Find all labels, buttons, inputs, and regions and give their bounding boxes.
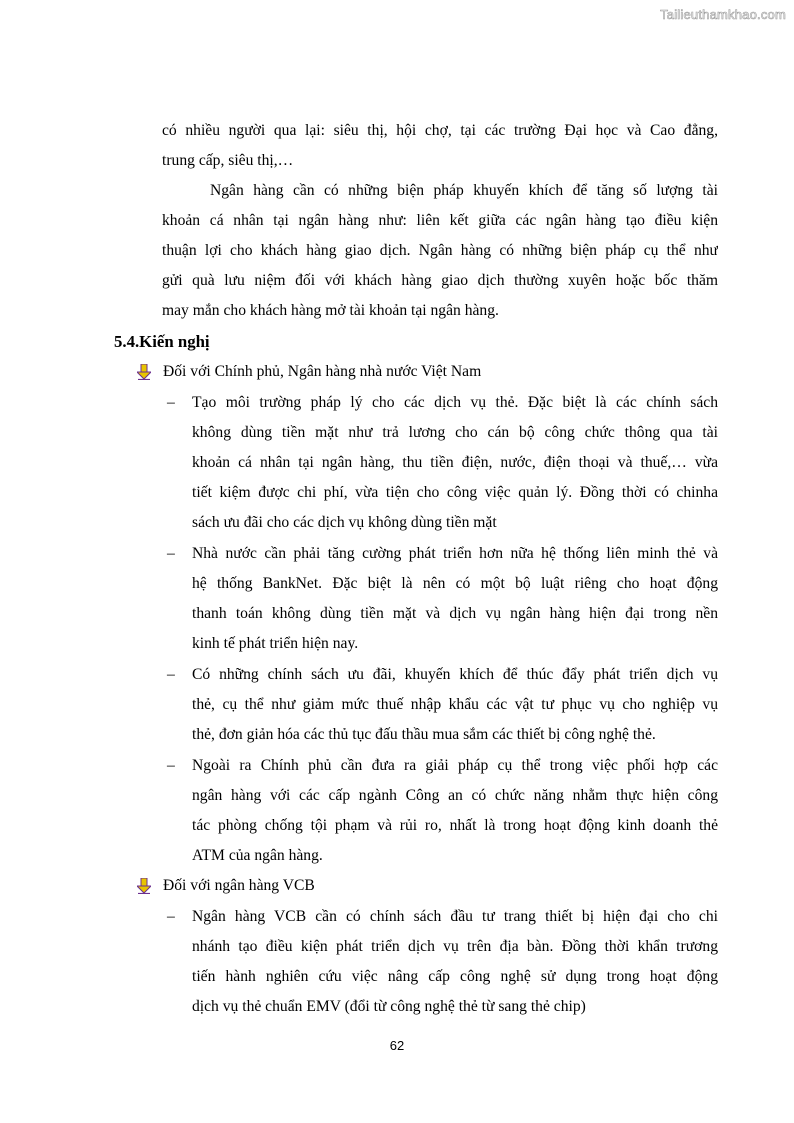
- list-item-line: Ngoài ra Chính phủ cần đưa ra giải pháp cụ thể trong việc phối hợp các: [192, 757, 718, 774]
- watermark: Tailieuthamkhao.com: [660, 7, 786, 22]
- page-number: 62: [389, 1038, 405, 1053]
- list-item-line: hệ thống BankNet. Đặc biệt là nên có một bộ luật riêng cho hoạt động: [192, 575, 718, 592]
- list-item-line: không dùng tiền mặt như trả lương cho cán bộ công chức thông qua tài: [192, 424, 718, 441]
- list-item-line: tiết kiệm được chi phí, vừa tiện cho công việc quản lý. Đồng thời có chinha: [192, 484, 718, 501]
- bullet-title: Đối với Chính phủ, Ngân hàng nhà nước Việt Nam: [163, 363, 482, 380]
- list-item-line: thẻ, đơn giản hóa các thủ tục đấu thầu mua sắm các thiết bị công nghệ thẻ.: [192, 726, 656, 743]
- bullet-title: Đối với ngân hàng VCB: [163, 877, 315, 894]
- list-item-line: Ngân hàng VCB cần có chính sách đầu tư trang thiết bị hiện đại cho chi: [192, 908, 718, 925]
- down-arrow-bullet-icon: [137, 878, 151, 894]
- list-item-line: thẻ, cụ thể như giảm mức thuế nhập khẩu các vật tư phục vụ cho nghiệp vụ: [192, 696, 718, 713]
- paragraph-line: có nhiều người qua lại: siêu thị, hội chợ, tại các trường Đại học và Cao đẳng,: [162, 122, 718, 139]
- list-item-line: Có những chính sách ưu đãi, khuyến khích để thúc đẩy phát triển dịch vụ: [192, 666, 718, 683]
- list-item-line: ATM của ngân hàng.: [192, 847, 323, 864]
- paragraph-line: thuận lợi cho khách hàng giao dịch. Ngân hàng có những biện pháp cụ thể như: [162, 242, 718, 259]
- paragraph-line: may mắn cho khách hàng mở tài khoản tại ngân hàng.: [162, 302, 499, 319]
- list-item-line: kinh tế phát triển hiện nay.: [192, 635, 359, 652]
- list-item-line: dịch vụ thẻ chuẩn EMV (đổi từ công nghệ thẻ từ sang thẻ chip): [192, 998, 586, 1015]
- list-item-line: tác phòng chống tội phạm và rủi ro, nhất là trong hoạt động kinh doanh thẻ: [192, 817, 718, 834]
- dash-marker: –: [167, 545, 175, 562]
- dash-marker: –: [167, 757, 175, 774]
- list-item-line: sách ưu đãi cho các dịch vụ không dùng tiền mặt: [192, 514, 497, 531]
- list-item-line: tiến hành nghiên cứu việc nâng cấp công nghệ sử dụng trong hoạt động: [192, 968, 718, 985]
- dash-marker: –: [167, 394, 175, 411]
- paragraph-line: Ngân hàng cần có những biện pháp khuyến khích để tăng số lượng tài: [210, 182, 718, 199]
- list-item-line: Nhà nước cần phải tăng cường phát triển hơn nữa hệ thống liên minh thẻ và: [192, 545, 718, 562]
- list-item-line: khoản cá nhân tại ngân hàng, thu tiền điện, nước, điện thoại và thuế,… vừa: [192, 454, 718, 471]
- list-item-line: Tạo môi trường pháp lý cho các dịch vụ thẻ. Đặc biệt là các chính sách: [192, 394, 718, 411]
- list-item-line: ngân hàng với các cấp ngành Công an có chức năng nhằm thực hiện công: [192, 787, 718, 804]
- paragraph-line: trung cấp, siêu thị,…: [162, 152, 294, 169]
- list-item-line: nhánh tạo điều kiện phát triển dịch vụ trên địa bàn. Đồng thời khẩn trương: [192, 938, 718, 955]
- paragraph-line: gửi quà lưu niệm đối với khách hàng giao dịch thường xuyên hoặc bốc thăm: [162, 272, 718, 289]
- paragraph-line: khoản cá nhân tại ngân hàng như: liên kết giữa các ngân hàng tạo điều kiện: [162, 212, 718, 229]
- section-heading: 5.4.Kiến nghị: [114, 332, 210, 351]
- dash-marker: –: [167, 908, 175, 925]
- dash-marker: –: [167, 666, 175, 683]
- list-item-line: thanh toán không dùng tiền mặt và dịch vụ ngân hàng hiện đại trong nền: [192, 605, 718, 622]
- down-arrow-bullet-icon: [137, 364, 151, 380]
